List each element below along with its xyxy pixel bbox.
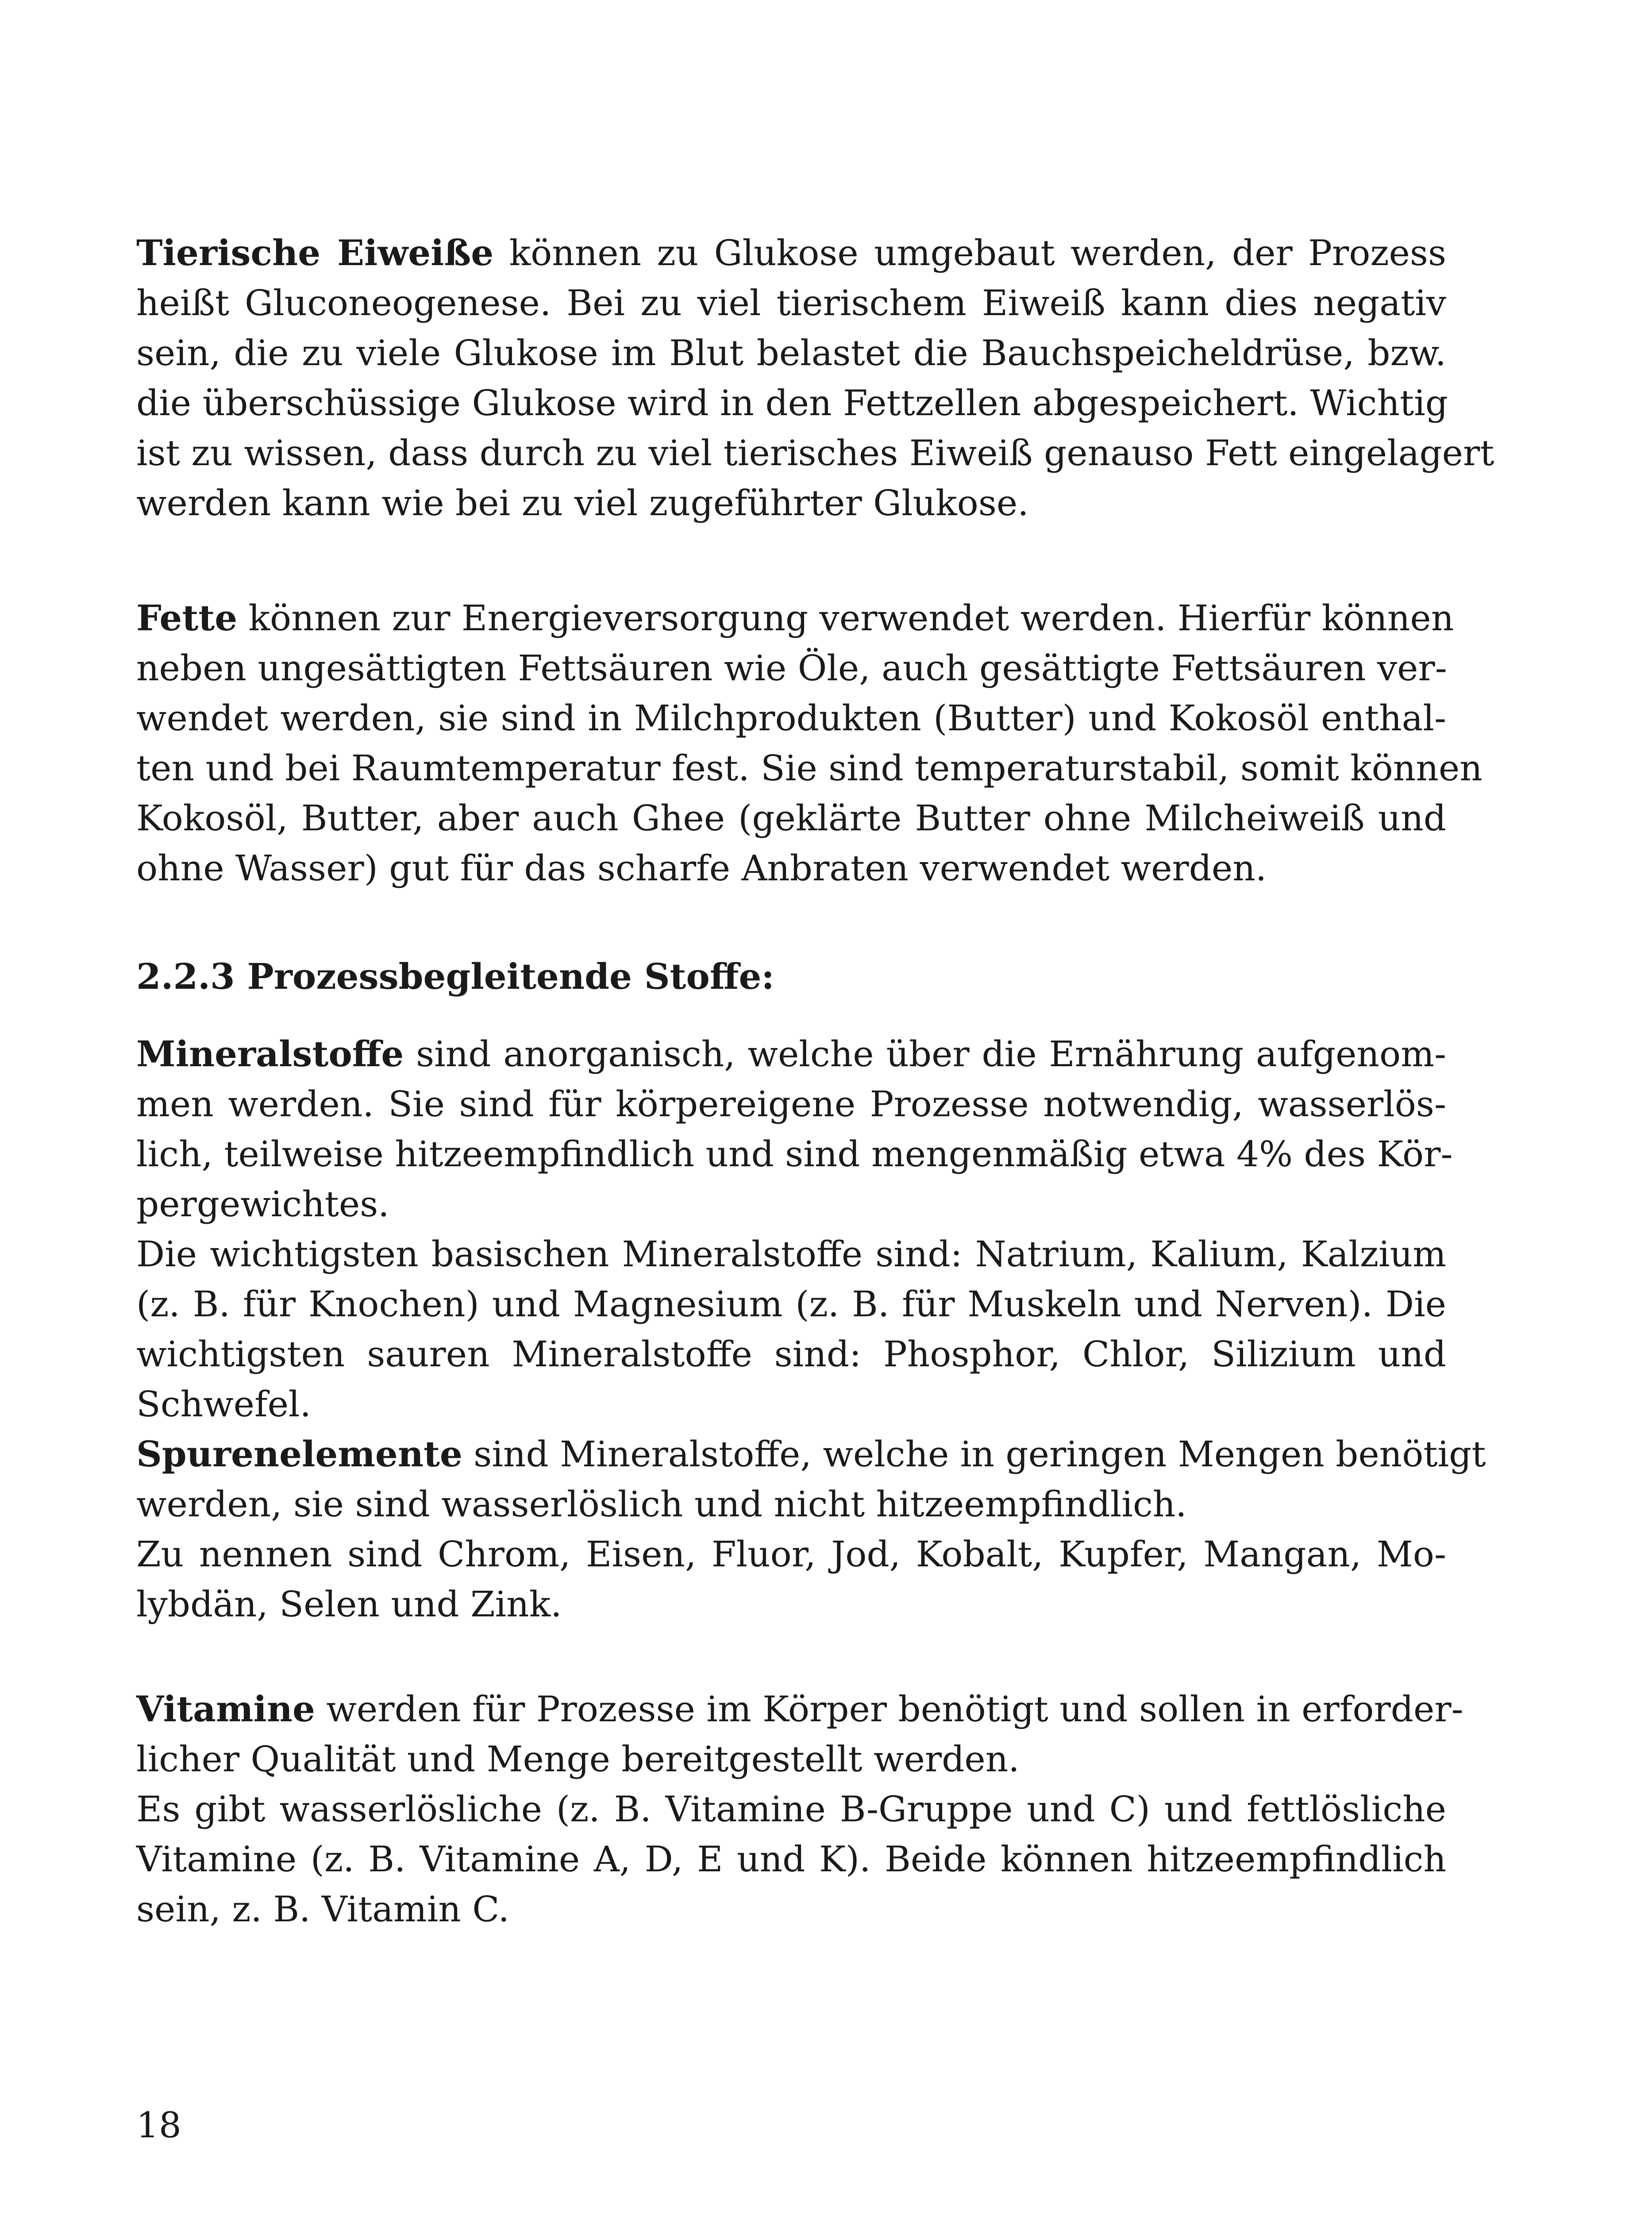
text-line bbox=[136, 1029, 1446, 1079]
text-line: ten und bei Raumtemperatur fest. Sie sind temperaturstabil, somit können bbox=[136, 748, 1483, 789]
paragraph-tierische-eiweisse bbox=[136, 228, 1494, 528]
text-line: lybdän, Selen und Zink. bbox=[136, 1584, 562, 1625]
text-line: sein, z. B. Vitamin C. bbox=[136, 1889, 510, 1930]
text-line: Vitamine (z. B. Vitamine A, D, E und K). Beide können hitzeempfindlich bbox=[136, 1839, 1446, 1880]
text-line bbox=[136, 1684, 1463, 1734]
text-span: können zur Energieversorgung verwendet werden. Hierfür können bbox=[237, 598, 1454, 639]
text-line: men werden. Sie sind für körpereigene Prozesse notwendig, wasserlös- bbox=[136, 1083, 1446, 1125]
text-line: werden kann wie bei zu viel zugeführter Glukose. bbox=[136, 482, 1029, 524]
text-line: (z. B. für Knochen) und Magnesium (z. B. für Muskeln und Nerven). Die bbox=[136, 1284, 1446, 1325]
text-line: pergewichtes. bbox=[136, 1184, 389, 1225]
paragraph-fette bbox=[136, 593, 1483, 893]
text-line bbox=[136, 593, 1454, 643]
paragraph-mineralstoffe bbox=[136, 1029, 1486, 1629]
text-line: heißt Gluconeogenese. Bei zu viel tierischem Eiweiß kann dies negativ bbox=[136, 282, 1446, 324]
page-number: 18 bbox=[136, 2105, 181, 2146]
text-line: Es gibt wasserlösliche (z. B. Vitamine B-Gruppe und C) und fettlösliche bbox=[136, 1789, 1446, 1830]
text-span: werden für Prozesse im Körper benötigt und sollen in erforder- bbox=[315, 1689, 1463, 1730]
term-tierische-eiweisse: Tierische Eiweiße bbox=[136, 232, 494, 274]
text-span: sind Mineralstoffe, welche in geringen Mengen benötigt bbox=[462, 1434, 1486, 1475]
text-line: Kokosöl, Butter, aber auch Ghee (geklärte Butter ohne Milcheiweiß und bbox=[136, 798, 1446, 839]
text-line: ohne Wasser) gut für das scharfe Anbraten verwendet werden. bbox=[136, 848, 1267, 889]
text-line: Zu nennen sind Chrom, Eisen, Fluor, Jod, Kobalt, Kupfer, Mangan, Mo- bbox=[136, 1534, 1446, 1575]
text-span: sind anorganisch, welche über die Ernährung aufgenom- bbox=[404, 1033, 1446, 1075]
text-line: sein, die zu viele Glukose im Blut belastet die Bauchspeicheldrüse, bzw. bbox=[136, 332, 1446, 374]
term-spurenelemente: Spurenelemente bbox=[136, 1433, 462, 1475]
term-fette: Fette bbox=[136, 597, 238, 639]
text-span: können zu Glukose umgebaut werden, der Prozess bbox=[493, 232, 1446, 274]
text-line: lich, teilweise hitzeempfindlich und sind mengenmäßig etwa 4% des Kör- bbox=[136, 1133, 1453, 1175]
text-line: Schwefel. bbox=[136, 1384, 311, 1425]
text-line: neben ungesättigten Fettsäuren wie Öle, auch gesättigte Fettsäuren ver- bbox=[136, 648, 1447, 689]
text-line: wendet werden, sie sind in Milchprodukten (Butter) und Kokosöl enthal- bbox=[136, 698, 1446, 739]
paragraph-vitamine bbox=[136, 1684, 1463, 1934]
text-line bbox=[136, 1429, 1486, 1479]
section-heading: 2.2.3 Prozessbegleitende Stoffe: bbox=[136, 956, 774, 997]
text-line: die überschüssige Glukose wird in den Fettzellen abgespeichert. Wichtig bbox=[136, 382, 1448, 424]
term-vitamine: Vitamine bbox=[136, 1688, 315, 1730]
text-line: licher Qualität und Menge bereitgestellt werden. bbox=[136, 1739, 1020, 1780]
term-mineralstoffe: Mineralstoffe bbox=[136, 1033, 404, 1075]
text-line bbox=[136, 228, 1446, 278]
text-line: ist zu wissen, dass durch zu viel tierisches Eiweiß genauso Fett eingelagert bbox=[136, 432, 1494, 474]
text-line: wichtigsten sauren Mineralstoffe sind: Phosphor, Chlor, Silizium und bbox=[136, 1334, 1446, 1375]
text-line: werden, sie sind wasserlöslich und nicht hitzeempfindlich. bbox=[136, 1484, 1187, 1525]
text-line: Die wichtigsten basischen Mineralstoffe sind: Natrium, Kalium, Kalzium bbox=[136, 1234, 1446, 1275]
